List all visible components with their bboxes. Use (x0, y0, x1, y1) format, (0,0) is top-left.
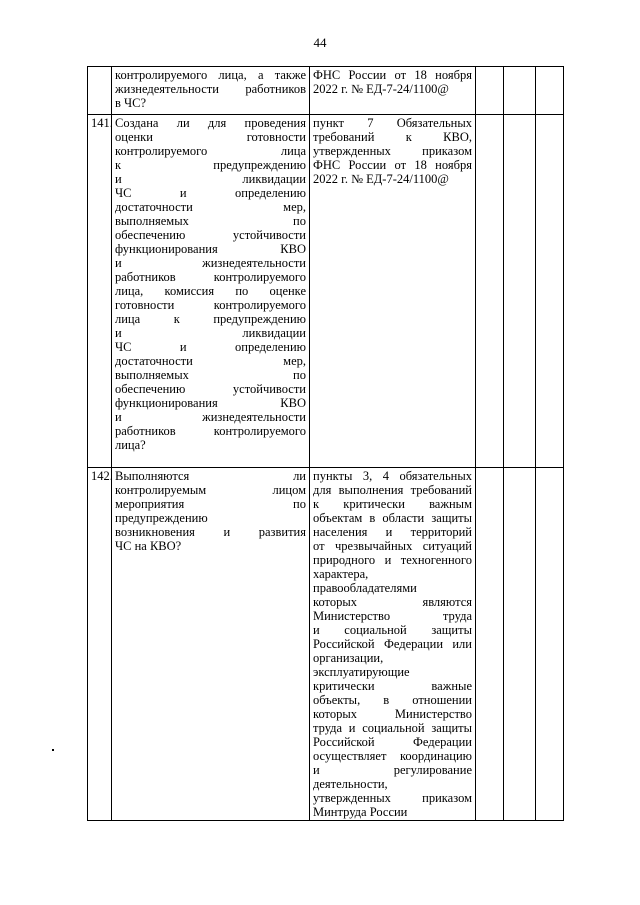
text-line: и жизнедеятельности (115, 410, 306, 424)
row-number: 142. (88, 468, 112, 821)
text-line: деятельности, (313, 777, 388, 791)
text-line: характера, (313, 567, 369, 581)
text-line: Создана ли для проведения (115, 116, 306, 130)
text-line: критически важные (313, 679, 472, 693)
text-line: жизнедеятельности работников (115, 82, 306, 96)
text-line: пункт 7 Обязательных (313, 116, 472, 130)
text-line: пункты 3, 4 обязательных (313, 469, 472, 483)
text-line: к предупреждению (115, 158, 306, 172)
text-line: и ликвидации (115, 326, 306, 340)
text-line: Российской Федерации или (313, 637, 472, 651)
text-line: утвержденных приказом (313, 144, 472, 158)
text-line: населения и территорий (313, 525, 472, 539)
text-line: и ликвидации (115, 172, 306, 186)
text-line: правообладателями (313, 581, 417, 595)
text-line: работников контролируемого (115, 270, 306, 284)
basis-cell (310, 115, 476, 468)
text-line: труда и социальной защиты (313, 721, 472, 735)
text-line: контролируемым лицом (115, 483, 306, 497)
text-line: утвержденных приказом (313, 791, 472, 805)
yes-cell (476, 67, 504, 115)
question-cell (112, 115, 310, 468)
text-line: лица, комиссия по оценке (115, 284, 306, 298)
text-line: требований к КВО, (313, 130, 472, 144)
checklist-table (87, 66, 564, 821)
text-line: организации, (313, 651, 384, 665)
text-line: которых Министерство (313, 707, 472, 721)
question-cell (112, 67, 310, 115)
text-line: готовности контролируемого (115, 298, 306, 312)
text-line: выполняемых по (115, 368, 306, 382)
text-line: объектам в области защиты (313, 511, 472, 525)
no-cell (504, 115, 536, 468)
table-row (88, 115, 564, 468)
text-line: контролируемого лица (115, 144, 306, 158)
text-line: Выполняются ли (115, 469, 306, 483)
text-line: осуществляет координацию (313, 749, 472, 763)
text-line: природного и техногенного (313, 553, 472, 567)
text-line: к критически важным (313, 497, 472, 511)
question-cell (112, 468, 310, 821)
text-line: Российской Федерации (313, 735, 472, 749)
text-line: 2022 г. № ЕД-7-24/1100@ (313, 172, 449, 186)
no-cell (504, 468, 536, 821)
text-line: 2022 г. № ЕД-7-24/1100@ (313, 82, 449, 96)
text-line: выполняемых по (115, 214, 306, 228)
text-line: и социальной защиты (313, 623, 472, 637)
text-line: и жизнедеятельности (115, 256, 306, 270)
text-line: ЧС на КВО? (115, 539, 182, 553)
na-cell (536, 115, 564, 468)
yes-cell (476, 115, 504, 468)
na-cell (536, 67, 564, 115)
text-line: ФНС России от 18 ноября (313, 158, 472, 172)
text-line: достаточности мер, (115, 200, 306, 214)
row-number (88, 67, 112, 115)
text-line: объекты, в отношении (313, 693, 472, 707)
text-line: предупреждению (115, 511, 208, 525)
text-line: обеспечению устойчивости (115, 382, 306, 396)
text-line: для выполнения требований (313, 483, 472, 497)
text-line: работников контролируемого (115, 424, 306, 438)
no-cell (504, 67, 536, 115)
scan-speck (52, 749, 54, 751)
text-line: функционирования КВО (115, 396, 306, 410)
text-line: ЧС и определению (115, 340, 306, 354)
table-row (88, 67, 564, 115)
text-line: Минтруда России (313, 805, 408, 819)
page-number: 44 (313, 35, 327, 50)
basis-cell (310, 468, 476, 821)
na-cell (536, 468, 564, 821)
text-line: обеспечению устойчивости (115, 228, 306, 242)
text-line: лица? (115, 438, 146, 452)
text-line: ФНС России от 18 ноября (313, 68, 472, 82)
text-line: которых являются (313, 595, 472, 609)
text-line: ЧС и определению (115, 186, 306, 200)
text-line: контролируемого лица, а также (115, 68, 306, 82)
text-line: мероприятия по (115, 497, 306, 511)
text-line: лица к предупреждению (115, 312, 306, 326)
text-line: функционирования КВО (115, 242, 306, 256)
text-line: достаточности мер, (115, 354, 306, 368)
text-line: возникновения и развития (115, 525, 306, 539)
text-line: от чрезвычайных ситуаций (313, 539, 472, 553)
text-line: и регулирование (313, 763, 472, 777)
text-line: Министерство труда (313, 609, 472, 623)
yes-cell (476, 468, 504, 821)
text-line: эксплуатирующие (313, 665, 410, 679)
basis-cell (310, 67, 476, 115)
text-line: оценки готовности (115, 130, 306, 144)
text-line: в ЧС? (115, 96, 147, 110)
table-row (88, 468, 564, 821)
row-number: 141. (88, 115, 112, 468)
